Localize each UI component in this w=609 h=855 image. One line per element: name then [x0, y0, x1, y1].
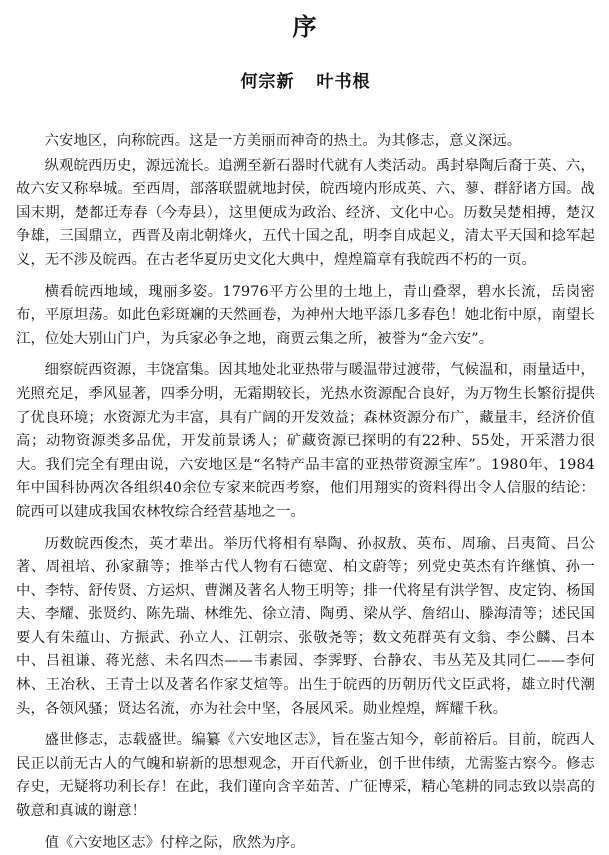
paragraph: 历数皖西俊杰，英才辈出。举历代将相有皋陶、孙叔敖、英布、周瑜、吕夷简、吕公著、周祖培、孙家鼐等；推举古代人物有石德宽、柏文蔚等；列党史英杰有许继慎、孙一中、李特、舒传贤、方运炽、曹渊及著名人物王明等；排一代将星有洪学智、皮定钧、杨国夫、李耀、张贤约、陈先瑞、林维先、徐立清、陶勇、梁从学、詹绍山、滕海清等；述民国要人有朱蕴山、方振武、孙立人、江朝宗、张敬尧等；数文苑群英有文翁、李公麟、吕本中、吕祖谦、蒋光慈、未名四杰——韦素园、李霁野、台静农、韦丛芜及其同仁——李何林、王冶秋、王青士以及著名作家艾煊等。出生于皖西的历朝历代文臣武将，雄立时代潮头，各领风骚；贤达名流，亦为社会中坚，各展风采。勋业煌煌，辉耀千秋。 — [16, 535, 595, 717]
paragraph: 横看皖西地域，瑰丽多姿。17976平方公里的土地上，青山叠翠，碧水长流，岳岗密布，平原坦荡。如此色彩斑斓的天然画卷，为神州大地平添几多春色！她北衔中原，南望长江，位处大别山门户，为兵家必争之地，商贾云集之所，被誉为“金六安”。 — [16, 283, 595, 347]
paragraph: 六安地区，向称皖西。这是一方美丽而神奇的热土。为其修志，意义深远。 — [44, 133, 522, 149]
paragraph: 纵观皖西历史，源远流长。追溯至新石器时代就有人类活动。禹封皋陶后裔于英、六，故六安又称皋城。至西周，部落联盟就地封侯，皖西境内形成英、六、蓼、群舒诸方国。战国末期，楚都迁寿春（今寿县），这里便成为政治、经济、文化中心。历数吴楚相搏，楚汉争雄，三国鼎立，西晋及南北朝烽火，五代十国之乱，明李自成起义，清太平天国和捻军起义，无不涉及皖西。在古老华夏历史文化大典中，煌煌篇章有我皖西不朽的一页。 — [16, 157, 595, 268]
author-name: 何宗新 — [240, 72, 295, 92]
author-name: 叶书根 — [316, 72, 371, 92]
paragraph: 盛世修志，志载盛世。编纂《六安地区志》，旨在鉴古知今，彰前裕后。目前，皖西人民正以前无古人的气魄和崭新的思想观念，开百代新业，创千世伟绩，尤需鉴古察今。修志存史，无疑将功利长存！在此，我们谨向含辛茹苦、广征博采，精心笔耕的同志致以崇高的敬意和真诚的谢意！ — [16, 732, 595, 820]
preface-body — [16, 130, 595, 855]
page-title: 序 — [292, 12, 319, 41]
paragraph: 细察皖西资源，丰饶富集。因其地处北亚热带与暖温带过渡带，气候温和，雨量适中，光照充足，季风显著，四季分明，无霜期较长，光热水资源配合良好，为万物生长繁衍提供了优良环境；水资源尤为丰富，具有广阔的开发效益；森林资源分布广，藏量丰，经济价值高；动物资源类多品优，开发前景诱人；矿藏资源已探明的有22种、55处，开采潜力很大。我们完全有理由说，六安地区是“名特产品丰富的亚热带资源宝库”。1980年、1984年中国科协两次各组织40余位专家来皖西考察，他们用翔实的资料得出令人信服的结论：皖西可以建成我国农林牧综合经营基地之一。 — [16, 362, 595, 520]
paragraph: 值《六安地区志》付梓之际，欣然为序。 — [44, 834, 305, 851]
authors-line — [16, 70, 595, 94]
